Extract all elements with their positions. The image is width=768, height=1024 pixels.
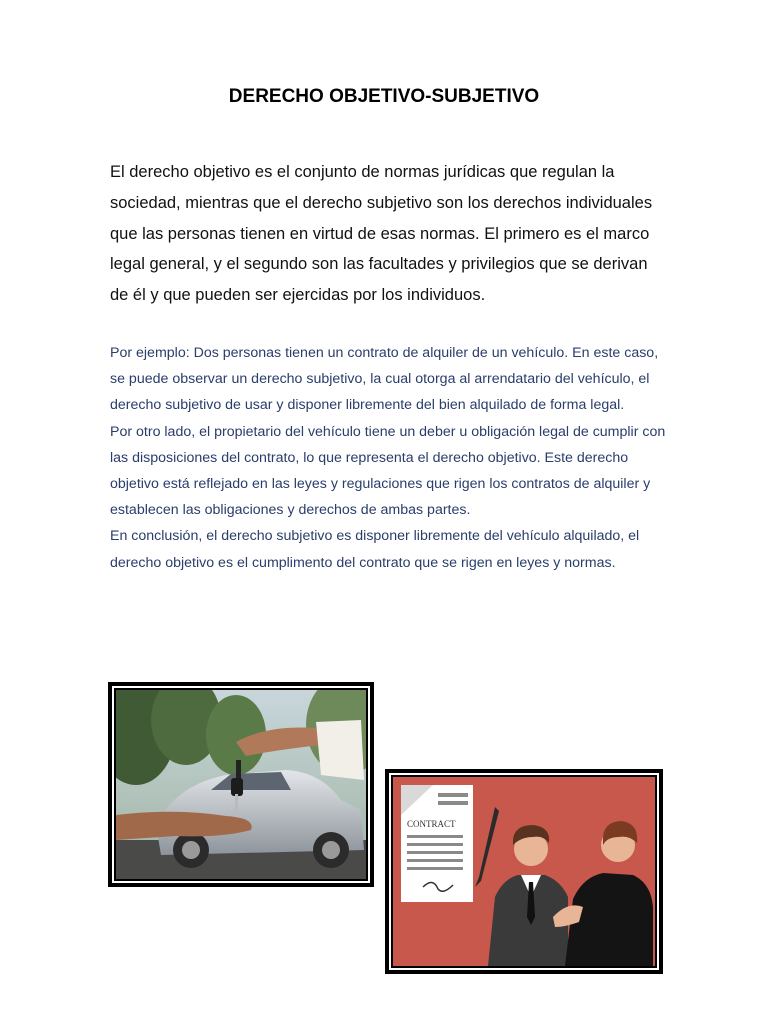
page-title: DERECHO OBJETIVO-SUBJETIVO (228, 86, 540, 107)
example-paragraph: Por ejemplo: Dos personas tienen un contrato de alquiler de un vehículo. En este caso, se puede observar un derecho subjetivo, la cual otorga al arrendatario del vehículo, el derecho subjetivo de usar y disponer libremente del bien alquilado de forma legal. (110, 345, 659, 414)
contract-image (385, 769, 663, 974)
example-paragraph: En conclusión, el derecho subjetivo es disponer libremente del vehículo alquilado, el derecho objetivo es el cumplimento del contrato que se rigen en leyes y normas. (110, 528, 640, 571)
contract-label: CONTRACT (407, 819, 456, 829)
car-keys-photo-icon (116, 690, 366, 879)
car-keys-image (108, 682, 374, 887)
contract-illustration-icon (393, 777, 655, 966)
example-paragraph: Por otro lado, el propietario del vehículo tiene un deber u obligación legal de cumplir con las disposiciones del contrato, lo que representa el derecho objetivo. Este derecho objetivo está reflejado en las leyes y regulaciones que rigen los contratos de alquiler y establecen las obligaciones y derechos de ambas partes. (110, 423, 666, 519)
intro-paragraph: El derecho objetivo es el conjunto de normas jurídicas que regulan la sociedad, mientras que el derecho subjetivo son los derechos individuales que las personas tienen en virtud de esas normas. El primero es el marco legal general, y el segundo son las facultades y privilegios que se derivan de él y que pueden ser ejercidas por los individuos. (110, 163, 653, 305)
example-section (110, 340, 670, 576)
